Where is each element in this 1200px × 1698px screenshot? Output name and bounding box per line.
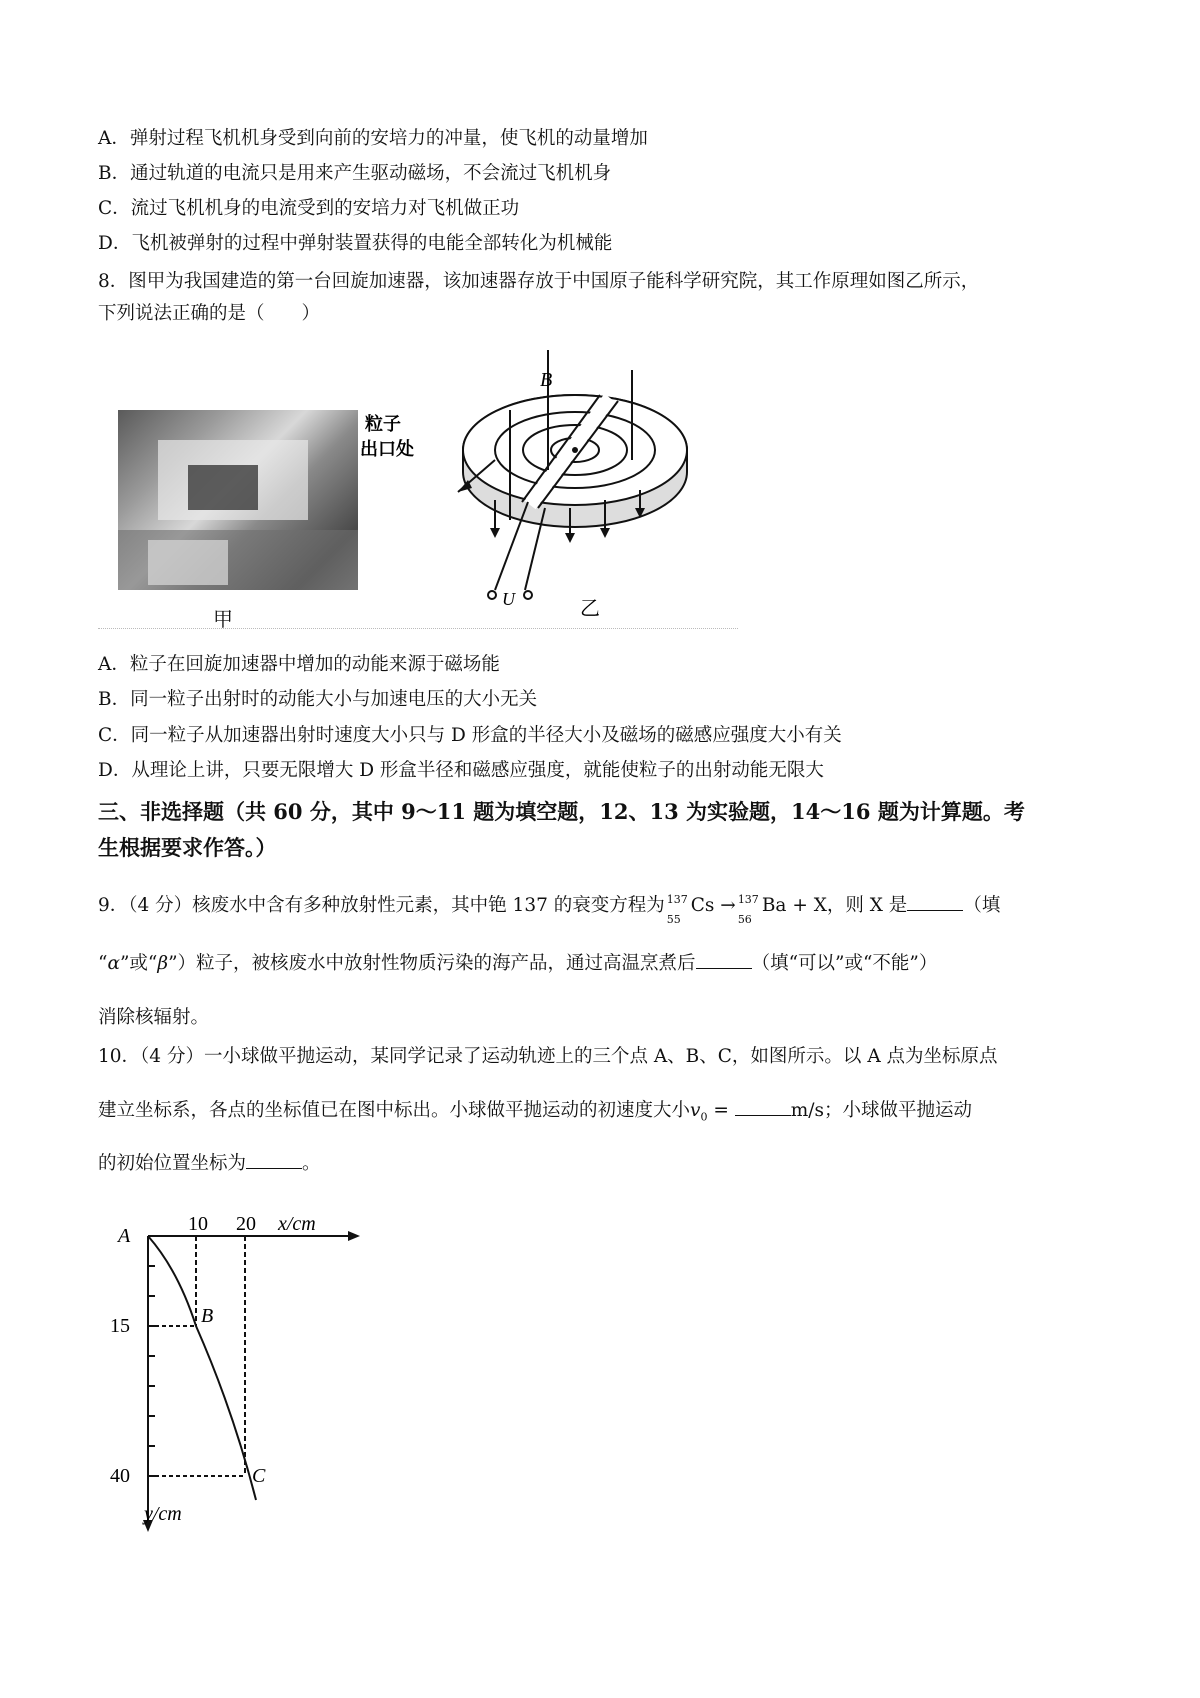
projectile-diagram — [108, 1210, 378, 1540]
label-exit-line1: 粒子 — [365, 414, 401, 435]
point-b-label: B — [201, 1305, 214, 1327]
q10-blank-1[interactable] — [735, 1097, 791, 1116]
q9-blank-2[interactable] — [696, 950, 752, 969]
q10-line3-text: 的初始位置坐标为 — [98, 1153, 247, 1174]
label-b: B — [540, 369, 553, 391]
point-a-label: A — [118, 1225, 131, 1247]
point-c-label: C — [252, 1465, 266, 1487]
y-tick-15: 15 — [110, 1315, 130, 1337]
q10-line3-tail: 。 — [302, 1153, 321, 1174]
q8-stem-line2: 下列说法正确的是（ ） — [98, 303, 321, 324]
q9-quote-mid: ”或“ — [119, 953, 158, 974]
q10-line3 — [98, 1150, 321, 1176]
q8-option-d: D．从理论上讲，只要无限增大 D 形盒半径和磁感应强度，就能使粒子的出射动能无限大 — [98, 760, 824, 781]
equals-sign: = — [707, 1100, 735, 1121]
q8-option-a: A．粒子在回旋加速器中增加的动能来源于磁场能 — [98, 654, 500, 675]
label-u: U — [502, 589, 515, 609]
q9-line3: 消除核辐射。 — [98, 1007, 210, 1028]
q9-line2 — [98, 950, 937, 976]
q8-option-b: B．同一粒子出射时的动能大小与加速电压的大小无关 — [98, 689, 538, 710]
q9-prefix: 9．（4 分）核废水中含有多种放射性元素，其中铯 137 的衰变方程为 — [98, 895, 665, 916]
q10-blank-2[interactable] — [246, 1150, 302, 1169]
y-tick-40: 40 — [110, 1465, 130, 1487]
y-axis-label: y/cm — [144, 1503, 182, 1525]
q9-after-eq: ，则 X 是 — [826, 895, 908, 916]
q10-line2-tail: ；小球做平抛运动 — [824, 1100, 973, 1121]
q10-line1: 10．（4 分）一小球做平抛运动，某同学记录了运动轨迹上的三个点 A、B、C，如图所示。以 A 点为坐标原点 — [98, 1046, 998, 1067]
q9-line1 — [98, 892, 1001, 926]
figure-caption-yi: 乙 — [580, 596, 600, 620]
q9-line2-tail: （填“可以”或“不能”） — [751, 953, 938, 974]
cs-symbol: Cs — [690, 895, 715, 916]
q7-option-c: C．流过飞机机身的电流受到的安培力对飞机做正功 — [98, 198, 520, 219]
q10-line2 — [98, 1097, 972, 1130]
q9-blank-1[interactable] — [907, 892, 963, 911]
v0-subscript: 0 — [700, 1110, 708, 1124]
label-exit-line2: 出口处 — [360, 439, 414, 460]
beta-symbol: β — [157, 953, 169, 974]
x-tick-10: 10 — [188, 1213, 208, 1235]
section3-heading-line2: 生根据要求作答。） — [98, 835, 277, 860]
x-tick-20: 20 — [236, 1213, 256, 1235]
q7-option-a: A．弹射过程飞机机身受到向前的安培力的冲量，使飞机的动量增加 — [98, 128, 648, 149]
ba-nuclide: 137 56 — [737, 893, 759, 926]
figure-caption-jia: 甲 — [213, 607, 233, 631]
cyclotron-photo — [118, 410, 358, 590]
q7-option-d: D．飞机被弹射的过程中弹射装置获得的电能全部转化为机械能 — [98, 233, 613, 254]
ba-symbol: Ba + X — [761, 895, 827, 916]
section3-heading-line1: 三、非选择题（共 60 分，其中 9～11 题为填空题，12、13 为实验题，14～16 题为计算题。考 — [98, 799, 1025, 824]
x-axis-label: x/cm — [278, 1213, 316, 1235]
unit-ms: m/s — [790, 1100, 825, 1121]
q7-option-b: B．通过轨道的电流只是用来产生驱动磁场，不会流过飞机机身 — [98, 163, 612, 184]
q9-quote-open: “ — [98, 953, 108, 974]
cyclotron-diagram — [360, 350, 730, 630]
cs-nuclide: 137 55 — [666, 893, 688, 926]
q9-after-blank1: （填 — [963, 895, 1001, 916]
q9-line2-text: ”）粒子，被核废水中放射性物质污染的海产品，通过高温烹煮后 — [168, 953, 696, 974]
alpha-symbol: α — [107, 953, 120, 974]
q8-stem-line1: 8．图甲为我国建造的第一台回旋加速器，该加速器存放于中国原子能科学研究院，其工作原理如图乙所示， — [98, 271, 980, 292]
figure-divider — [98, 628, 738, 629]
v0-symbol: v — [690, 1100, 701, 1121]
decay-arrow: → — [720, 895, 736, 916]
q10-line2-text: 建立坐标系，各点的坐标值已在图中标出。小球做平抛运动的初速度大小 — [98, 1100, 691, 1121]
q8-option-c: C．同一粒子从加速器出射时速度大小只与 D 形盒的半径大小及磁场的磁感应强度大小有关 — [98, 725, 842, 746]
